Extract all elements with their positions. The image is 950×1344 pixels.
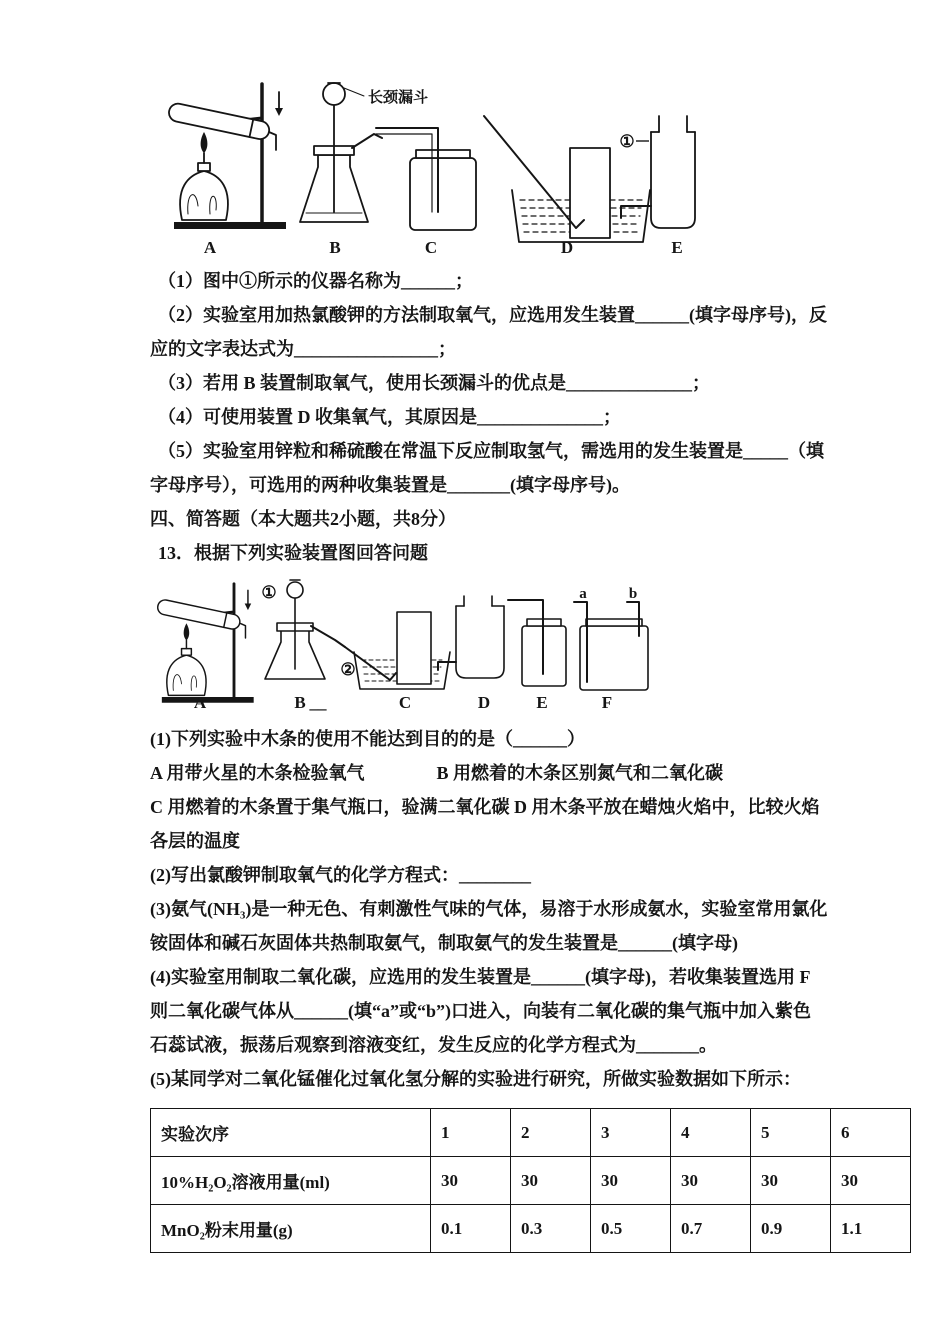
bottle-rim: [416, 150, 470, 158]
label-b: B: [329, 238, 341, 257]
q13-line-10: 石蕊试液，振荡后观察到溶液变红，发生反应的化学方程式为_______。: [150, 1035, 717, 1055]
bottle-body: [580, 626, 648, 690]
q12-line-3: 应的文字表达式为________________；: [150, 339, 456, 359]
label-f: F: [601, 693, 613, 712]
q12-line-5: （4）可使用装置 D 收集氧气，其原因是______________；: [158, 407, 621, 427]
table-cell: 30: [831, 1157, 911, 1205]
exam-page: [150, 58, 920, 1253]
table-cell: 6: [831, 1109, 911, 1157]
apparatus-diagram-1: [162, 72, 742, 260]
table-cell: 30: [511, 1157, 591, 1205]
table-cell: 0.5: [591, 1205, 671, 1253]
q13-line-11: (5)某同学对二氧化锰催化过氧化氢分解的实验进行研究，所做实验数据如下所示：: [150, 1069, 801, 1089]
table-cell: 2: [511, 1109, 591, 1157]
delivery-tube: [311, 626, 345, 647]
gas-bottle: [410, 158, 476, 230]
bottle-body: [651, 132, 695, 228]
table-cell: 0.3: [511, 1205, 591, 1253]
table-cell: 0.1: [431, 1205, 511, 1253]
q13-line-9: 则二氧化碳气体从______(填“a”或“b”)口进入，向装有二氧化碳的集气瓶中加入紫色: [150, 1001, 811, 1021]
label-a: A: [193, 693, 207, 712]
marker-1: ①: [619, 132, 635, 151]
apparatus-a-heating-setup: [167, 84, 286, 229]
table-row-h2o2: [151, 1157, 911, 1205]
row-header: 10%H₂O₂溶液用量(ml): [151, 1157, 431, 1205]
apparatus-diagram-2: [152, 574, 657, 714]
table-cell: 3: [591, 1109, 671, 1157]
apparatus2-f-gas-washing-bottle: [574, 602, 648, 690]
q13-line-1: (1)下列实验中木条的使用不能达到目的的是（______）: [150, 729, 585, 749]
delivery-tube: [352, 134, 382, 148]
label-c: C: [424, 238, 438, 257]
table-cell: 30: [751, 1157, 831, 1205]
table-cell: 0.9: [751, 1205, 831, 1253]
bottle-rim: [586, 619, 642, 626]
apparatus2-a-heating-setup: [156, 584, 253, 703]
funnel-annotation: 长颈漏斗: [368, 90, 429, 106]
q13-line-6: (3)氨气(NH₃)是一种无色、有刺激性气味的气体，易溶于水形成氨水，实验室常用氯化: [150, 899, 828, 919]
q13-line-8: (4)实验室用制取二氧化碳，应选用的发生装置是______(填字母)，若收集装置选用 F: [150, 967, 811, 987]
q12-line-1: （1）图中①所示的仪器名称为______；: [158, 271, 473, 291]
collecting-bottle: [570, 148, 610, 238]
q13-line-7: 铵固体和碱石灰固体共热制取氨气，制取氨气的发生装置是______(填字母): [150, 933, 738, 953]
section-heading: 四、简答题（本大题共2小题，共8分）: [150, 509, 456, 529]
row-header: 实验次序: [151, 1109, 431, 1157]
q13-line-4: 各层的温度: [150, 831, 240, 851]
table-cell: 30: [671, 1157, 751, 1205]
marker-1: ①: [261, 583, 277, 602]
long-neck-funnel: [323, 83, 345, 105]
q13-line-2: A 用带火星的木条检验氧气 B 用燃着的木条区别氮气和二氧化碳: [150, 763, 724, 783]
table-cell: 0.7: [671, 1205, 751, 1253]
experiment-data-table: [150, 1108, 911, 1253]
collecting-bottle: [397, 612, 431, 684]
label-e: E: [536, 693, 548, 712]
label-b-blank: __: [309, 693, 327, 712]
row-header: MnO₂粉末用量(g): [151, 1205, 431, 1253]
label-c: C: [398, 693, 412, 712]
annotation-line: [344, 88, 364, 96]
table-cell: 5: [751, 1109, 831, 1157]
label-e: E: [671, 238, 683, 257]
table-cell: 30: [591, 1157, 671, 1205]
q12-line-2: （2）实验室用加热氯酸钾的方法制取氧气，应选用发生装置______(填字母序号)，反: [158, 305, 827, 325]
apparatus2-c-water-trough: [345, 612, 450, 689]
q12-line-4: （3）若用 B 装置制取氧气，使用长颈漏斗的优点是______________；: [158, 373, 711, 393]
q13-line-5: (2)写出氯酸钾制取氧气的化学方程式：________: [150, 865, 531, 885]
q13-line-3: C 用燃着的木条置于集气瓶口，验满二氧化碳 D 用木条平放在蜡烛火焰中，比较火焰: [150, 797, 820, 817]
apparatus2-b-flask-with-funnel: [265, 580, 345, 679]
apparatus2-e-gas-washing-bottle: [508, 600, 566, 686]
q13-heading: 13．根据下列实验装置图回答问题: [158, 543, 428, 563]
label-a: A: [203, 238, 217, 257]
bottle-body: [456, 606, 504, 678]
funnel-bulb: [287, 582, 303, 598]
table-cell: 4: [671, 1109, 751, 1157]
marker-2: ②: [340, 660, 356, 679]
label-d: D: [560, 238, 574, 257]
table-row-trial: [151, 1109, 911, 1157]
label-d: D: [477, 693, 491, 712]
table-cell: 1.1: [831, 1205, 911, 1253]
table-cell: 1: [431, 1109, 511, 1157]
label-b: B: [294, 693, 306, 712]
q12-line-7: 字母序号），可选用的两种收集装置是_______(填字母序号)。: [150, 475, 630, 495]
apparatus-c-gas-bottle: [376, 128, 476, 230]
table-row-mno2: [151, 1205, 911, 1253]
port-a-label: a: [579, 586, 587, 602]
table-cell: 30: [431, 1157, 511, 1205]
port-b-label: b: [628, 586, 638, 602]
q12-line-6: （5）实验室用锌粒和稀硫酸在常温下反应制取氢气，需选用的发生装置是_____（填: [158, 441, 824, 461]
